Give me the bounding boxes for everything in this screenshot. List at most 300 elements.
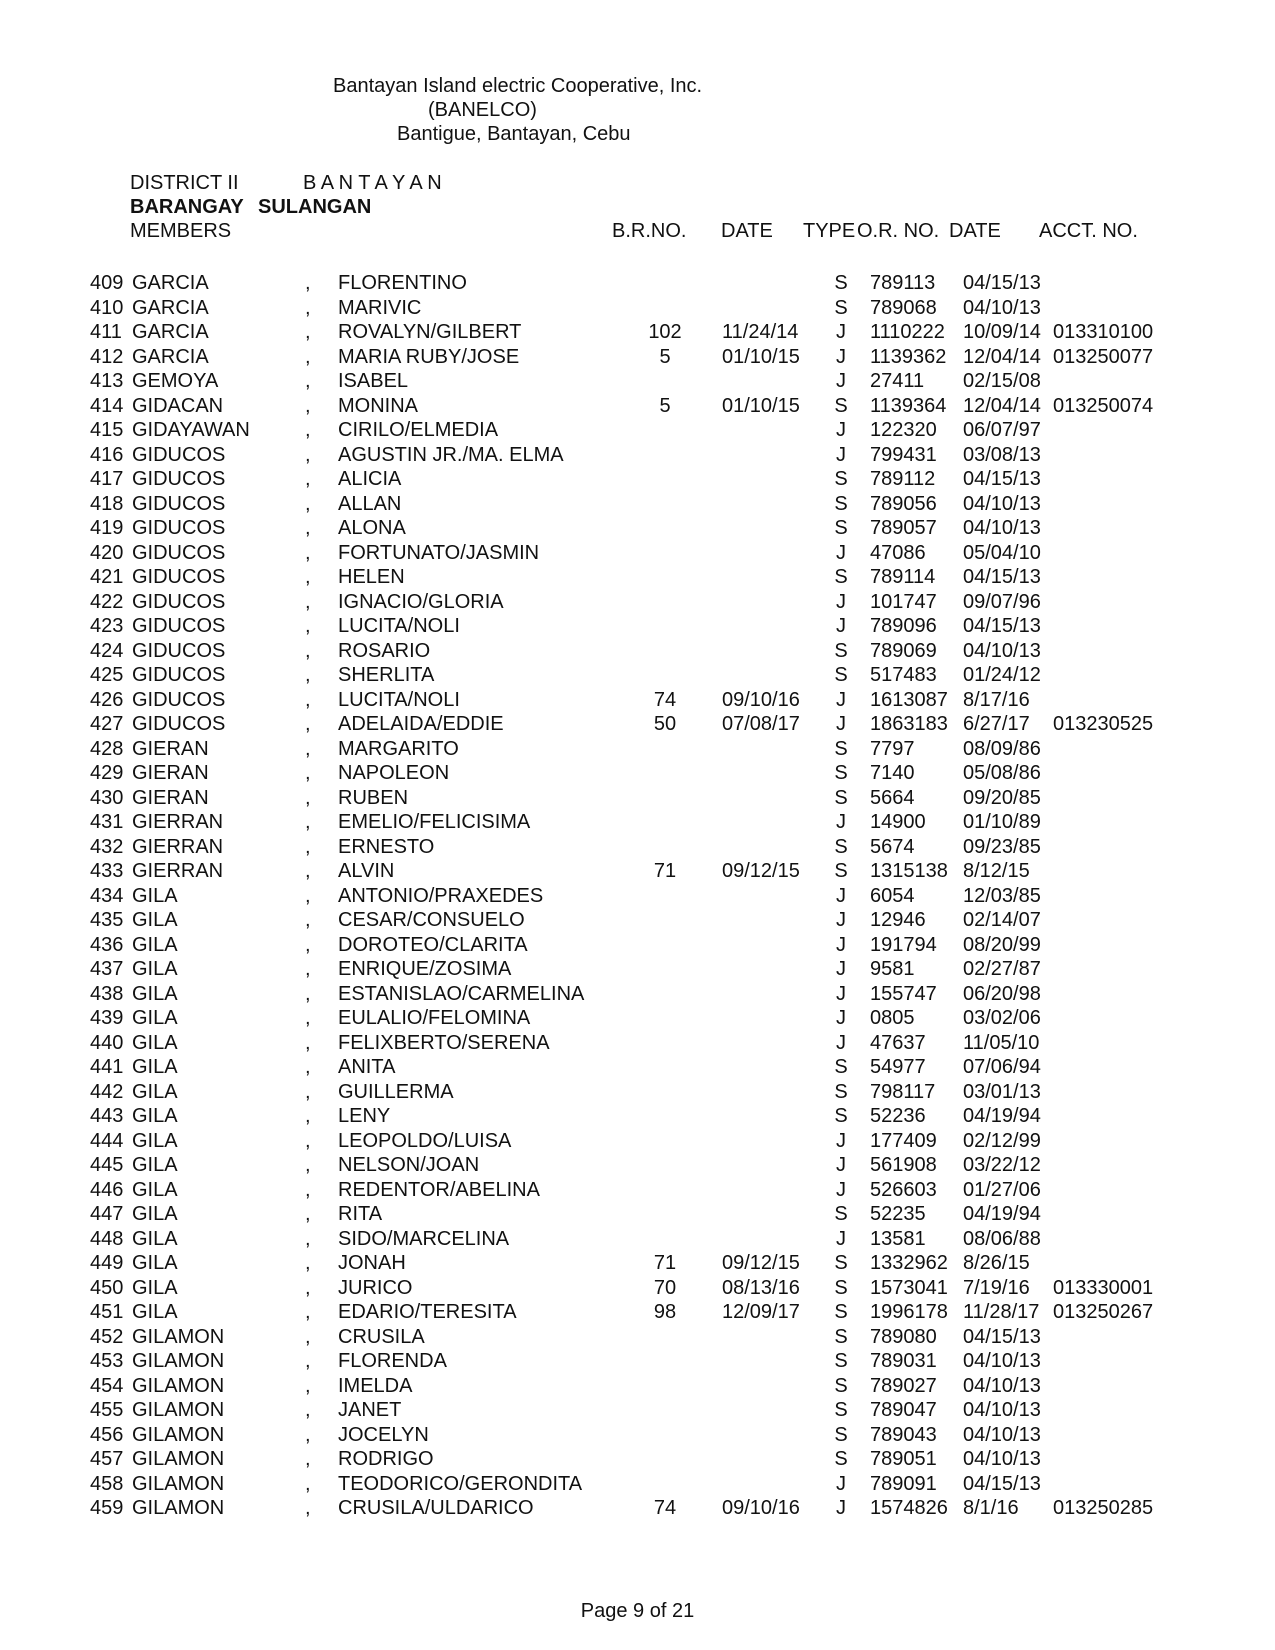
member-type: S: [834, 1203, 848, 1225]
name-separator: ,: [305, 1129, 311, 1152]
last-name: GEMOYA: [132, 370, 219, 392]
table-row: [0, 1055, 1275, 1080]
name-separator: ,: [305, 639, 311, 662]
member-type: S: [834, 1374, 848, 1397]
name-separator: ,: [305, 1056, 311, 1078]
member-type: S: [834, 664, 848, 686]
member-type: J: [836, 419, 846, 441]
row-number: 430: [90, 786, 124, 809]
first-name: JANET: [338, 1399, 402, 1421]
first-name: CESAR/CONSUELO: [338, 909, 525, 931]
or-number: 789096: [870, 615, 937, 637]
member-type: S: [834, 492, 848, 515]
table-row: [0, 296, 1275, 321]
or-date: 04/15/13: [963, 272, 1041, 294]
or-number: 13581: [870, 1227, 926, 1250]
or-number: 52235: [870, 1203, 926, 1225]
last-name: GIDUCOS: [132, 468, 226, 490]
member-type: S: [834, 394, 848, 417]
first-name: ROVALYN/GILBERT: [338, 321, 522, 343]
row-number: 431: [90, 811, 124, 833]
or-date: 04/15/13: [963, 1325, 1041, 1348]
row-number: 409: [90, 272, 124, 294]
name-separator: ,: [305, 321, 311, 343]
last-name: GIDUCOS: [132, 615, 226, 637]
first-name: GUILLERMA: [338, 1080, 454, 1103]
table-row: [0, 541, 1275, 566]
or-number: 54977: [870, 1056, 926, 1078]
or-date: 09/23/85: [963, 835, 1041, 858]
name-separator: ,: [305, 1252, 311, 1274]
member-type: J: [836, 1154, 846, 1176]
account-number: 013250285: [1053, 1497, 1154, 1519]
last-name: GILA: [132, 933, 178, 956]
name-separator: ,: [305, 541, 311, 564]
first-name: ALVIN: [338, 860, 395, 882]
name-separator: ,: [305, 811, 311, 833]
member-type: S: [834, 1252, 848, 1274]
last-name: GARCIA: [132, 321, 209, 343]
first-name: TEODORICO/GERONDITA: [338, 1472, 583, 1495]
table-row: [0, 1031, 1275, 1056]
or-number: 5664: [870, 786, 915, 809]
table-row: [0, 761, 1275, 786]
table-row: [0, 590, 1275, 615]
row-number: 457: [90, 1448, 124, 1470]
page-number: Page 9 of 21: [580, 1600, 695, 1622]
or-number: 789043: [870, 1423, 937, 1446]
row-number: 428: [90, 737, 124, 760]
br-date: 09/10/16: [722, 688, 800, 711]
table-row: [0, 320, 1275, 345]
table-row: [0, 1349, 1275, 1374]
row-number: 421: [90, 566, 124, 588]
name-separator: ,: [305, 688, 311, 711]
row-number: 413: [90, 370, 124, 392]
first-name: DOROTEO/CLARITA: [338, 933, 528, 956]
row-number: 458: [90, 1472, 124, 1495]
last-name: GILA: [132, 1227, 178, 1250]
last-name: GIDUCOS: [132, 664, 226, 686]
table-row: [0, 443, 1275, 468]
first-name: JOCELYN: [338, 1423, 429, 1446]
table-row: [0, 1202, 1275, 1227]
col-header-date2: DATE: [949, 220, 1001, 242]
member-type: S: [834, 1056, 848, 1078]
name-separator: ,: [305, 1227, 311, 1250]
first-name: CIRILO/ELMEDIA: [338, 419, 499, 441]
table-row: [0, 1325, 1275, 1350]
first-name: NELSON/JOAN: [338, 1154, 480, 1176]
name-separator: ,: [305, 394, 311, 417]
first-name: ROSARIO: [338, 639, 431, 662]
table-row: [0, 639, 1275, 664]
first-name: JONAH: [338, 1252, 406, 1274]
row-number: 449: [90, 1252, 124, 1274]
or-number: 177409: [870, 1129, 937, 1152]
name-separator: ,: [305, 1472, 311, 1495]
first-name: LEOPOLDO/LUISA: [338, 1129, 512, 1152]
table-row: [0, 565, 1275, 590]
first-name: CRUSILA: [338, 1325, 425, 1348]
row-number: 442: [90, 1080, 124, 1103]
name-separator: ,: [305, 370, 311, 392]
last-name: GILA: [132, 1276, 178, 1299]
or-number: 1573041: [870, 1276, 948, 1299]
member-type: J: [836, 1031, 846, 1054]
or-number: 789027: [870, 1374, 937, 1397]
row-number: 412: [90, 345, 124, 368]
member-type: J: [836, 1129, 846, 1152]
or-date: 12/03/85: [963, 884, 1041, 907]
last-name: GILA: [132, 884, 178, 907]
member-type: S: [834, 1350, 848, 1372]
or-date: 01/10/89: [963, 811, 1041, 833]
member-type: J: [836, 811, 846, 833]
name-separator: ,: [305, 1154, 311, 1176]
row-number: 411: [90, 321, 122, 343]
row-number: 424: [90, 639, 124, 662]
name-separator: ,: [305, 737, 311, 760]
last-name: GILA: [132, 909, 178, 931]
table-row: [0, 786, 1275, 811]
first-name: EULALIO/FELOMINA: [338, 1007, 531, 1029]
or-number: 789057: [870, 517, 937, 539]
br-number: 98: [653, 1301, 677, 1323]
member-type: J: [836, 590, 846, 613]
col-header-type: TYPE: [803, 220, 856, 242]
or-number: 798117: [870, 1080, 936, 1103]
br-number: 70: [653, 1276, 677, 1299]
name-separator: ,: [305, 1276, 311, 1299]
br-date: 09/12/15: [722, 1252, 800, 1274]
or-number: 27411: [870, 370, 925, 392]
or-number: 799431: [870, 443, 937, 466]
member-type: S: [834, 737, 848, 760]
or-date: 8/26/15: [963, 1252, 1030, 1274]
table-row: [0, 688, 1275, 713]
first-name: SHERLITA: [338, 664, 435, 686]
or-date: 05/08/86: [963, 762, 1041, 784]
or-date: 8/17/16: [963, 688, 1030, 711]
name-separator: ,: [305, 762, 311, 784]
first-name: MARGARITO: [338, 737, 459, 760]
table-row: [0, 1447, 1275, 1472]
first-name: ISABEL: [338, 370, 409, 392]
member-type: S: [834, 1423, 848, 1446]
name-separator: ,: [305, 884, 311, 907]
member-type: S: [834, 517, 848, 539]
last-name: GIDUCOS: [132, 541, 226, 564]
table-row: [0, 1423, 1275, 1448]
name-separator: ,: [305, 345, 311, 368]
account-number: 013250074: [1053, 394, 1154, 417]
table-row: [0, 1104, 1275, 1129]
or-number: 1315138: [870, 860, 948, 882]
col-header-or-no: O.R. NO.: [857, 220, 940, 242]
row-number: 435: [90, 909, 124, 931]
table-row: [0, 810, 1275, 835]
or-date: 04/10/13: [963, 296, 1041, 319]
row-number: 440: [90, 1031, 124, 1054]
last-name: GIDUCOS: [132, 713, 226, 735]
last-name: GILA: [132, 982, 178, 1005]
or-date: 01/24/12: [963, 664, 1041, 686]
or-date: 05/04/10: [963, 541, 1041, 564]
or-date: 03/08/13: [963, 443, 1041, 466]
name-separator: ,: [305, 1031, 311, 1054]
table-row: [0, 1374, 1275, 1399]
last-name: GARCIA: [132, 296, 209, 319]
or-number: 1110222: [870, 321, 945, 343]
name-separator: ,: [305, 909, 311, 931]
or-date: 04/10/13: [963, 1423, 1041, 1446]
table-row: [0, 1227, 1275, 1252]
or-number: 789056: [870, 492, 937, 515]
or-date: 11/28/17: [963, 1301, 1040, 1323]
table-row: [0, 394, 1275, 419]
name-separator: ,: [305, 860, 311, 882]
name-separator: ,: [305, 1105, 311, 1127]
row-number: 452: [90, 1325, 124, 1348]
row-number: 454: [90, 1374, 124, 1397]
last-name: GIDUCOS: [132, 688, 226, 711]
or-number: 14900: [870, 811, 926, 833]
last-name: GARCIA: [132, 345, 209, 368]
first-name: REDENTOR/ABELINA: [338, 1178, 540, 1201]
row-number: 416: [90, 443, 124, 466]
or-date: 07/06/94: [963, 1056, 1041, 1078]
table-row: [0, 1300, 1275, 1325]
or-date: 7/19/16: [963, 1276, 1030, 1299]
last-name: GILA: [132, 1105, 178, 1127]
br-number: 50: [653, 713, 677, 735]
br-date: 07/08/17: [722, 713, 800, 735]
name-separator: ,: [305, 1374, 311, 1397]
table-row: [0, 1080, 1275, 1105]
col-header-br-no: B.R.NO.: [612, 220, 687, 242]
member-type: S: [834, 468, 848, 490]
name-separator: ,: [305, 1203, 311, 1225]
or-number: 47637: [870, 1031, 926, 1054]
first-name: ENRIQUE/ZOSIMA: [338, 958, 512, 980]
table-row: [0, 859, 1275, 884]
table-row: [0, 492, 1275, 517]
member-type: S: [834, 296, 848, 319]
name-separator: ,: [305, 1007, 311, 1029]
col-header-acct-no: ACCT. NO.: [1039, 220, 1138, 242]
name-separator: ,: [305, 1325, 311, 1348]
or-number: 47086: [870, 541, 926, 564]
last-name: GILA: [132, 1252, 178, 1274]
or-number: 1996178: [870, 1301, 948, 1323]
table-row: [0, 614, 1275, 639]
or-number: 155747: [870, 982, 937, 1005]
last-name: GIERAN: [132, 737, 209, 760]
last-name: GILA: [132, 1031, 178, 1054]
first-name: ESTANISLAO/CARMELINA: [338, 982, 585, 1005]
or-number: 1139364: [870, 394, 947, 417]
member-type: S: [834, 639, 848, 662]
member-type: J: [836, 443, 846, 466]
or-number: 191794: [870, 933, 937, 956]
first-name: ADELAIDA/EDDIE: [338, 713, 504, 735]
first-name: ALLAN: [338, 492, 402, 515]
br-number: 71: [653, 1252, 677, 1274]
first-name: HELEN: [338, 566, 405, 588]
or-date: 12/04/14: [963, 345, 1041, 368]
name-separator: ,: [305, 443, 311, 466]
first-name: LENY: [338, 1105, 391, 1127]
account-number: 013310100: [1053, 321, 1154, 343]
table-row: [0, 1153, 1275, 1178]
last-name: GILA: [132, 1080, 178, 1103]
table-row: [0, 1398, 1275, 1423]
col-header-date: DATE: [721, 220, 773, 242]
org-address: Bantigue, Bantayan, Cebu: [397, 123, 631, 145]
row-number: 426: [90, 688, 124, 711]
account-number: 013330001: [1053, 1276, 1154, 1299]
name-separator: ,: [305, 1178, 311, 1201]
last-name: GILAMON: [132, 1497, 225, 1519]
name-separator: ,: [305, 664, 311, 686]
or-number: 6054: [870, 884, 915, 907]
last-name: GIERRAN: [132, 860, 224, 882]
first-name: ANITA: [338, 1056, 396, 1078]
or-date: 04/10/13: [963, 1399, 1041, 1421]
member-type: J: [836, 688, 846, 711]
or-number: 5674: [870, 835, 915, 858]
or-number: 789091: [870, 1472, 937, 1495]
br-date: 08/13/16: [722, 1276, 800, 1299]
first-name: EMELIO/FELICISIMA: [338, 811, 531, 833]
name-separator: ,: [305, 615, 311, 637]
or-date: 8/12/15: [963, 860, 1030, 882]
first-name: ALONA: [338, 517, 406, 539]
member-type: S: [834, 1276, 848, 1299]
last-name: GIERRAN: [132, 811, 224, 833]
member-type: J: [836, 370, 846, 392]
member-type: J: [836, 909, 846, 931]
table-row: [0, 1472, 1275, 1497]
first-name: FELIXBERTO/SERENA: [338, 1031, 550, 1054]
or-date: 04/10/13: [963, 1350, 1041, 1372]
row-number: 444: [90, 1129, 124, 1152]
name-separator: ,: [305, 933, 311, 956]
name-separator: ,: [305, 982, 311, 1005]
table-row: [0, 663, 1275, 688]
name-separator: ,: [305, 468, 311, 490]
row-number: 439: [90, 1007, 124, 1029]
row-number: 445: [90, 1154, 124, 1176]
row-number: 448: [90, 1227, 124, 1250]
or-date: 09/07/96: [963, 590, 1041, 613]
or-date: 10/09/14: [963, 321, 1041, 343]
or-date: 06/07/97: [963, 419, 1041, 441]
or-date: 04/10/13: [963, 1374, 1041, 1397]
first-name: LUCITA/NOLI: [338, 615, 460, 637]
or-number: 1332962: [870, 1252, 948, 1274]
row-number: 450: [90, 1276, 124, 1299]
last-name: GILA: [132, 1007, 178, 1029]
org-name: Bantayan Island electric Cooperative, Inc.: [333, 75, 703, 97]
last-name: GILAMON: [132, 1350, 225, 1372]
table-row: [0, 908, 1275, 933]
first-name: MARIA RUBY/JOSE: [338, 345, 520, 368]
last-name: GIDUCOS: [132, 443, 226, 466]
or-date: 06/20/98: [963, 982, 1041, 1005]
or-number: 789069: [870, 639, 937, 662]
table-row: [0, 516, 1275, 541]
or-number: 0805: [870, 1007, 915, 1029]
or-number: 52236: [870, 1105, 926, 1127]
first-name: SIDO/MARCELINA: [338, 1227, 510, 1250]
last-name: GIDACAN: [132, 394, 224, 417]
name-separator: ,: [305, 419, 311, 441]
or-date: 03/02/06: [963, 1007, 1041, 1029]
or-number: 789047: [870, 1399, 937, 1421]
first-name: LUCITA/NOLI: [338, 688, 460, 711]
table-row: [0, 1276, 1275, 1301]
member-type: S: [834, 1301, 848, 1323]
or-number: 789112: [870, 468, 936, 490]
or-date: 6/27/17: [963, 713, 1030, 735]
account-number: 013250077: [1053, 345, 1154, 368]
table-row: [0, 1006, 1275, 1031]
table-row: [0, 1178, 1275, 1203]
account-number: 013250267: [1053, 1301, 1154, 1323]
or-date: 02/12/99: [963, 1129, 1041, 1152]
name-separator: ,: [305, 566, 311, 588]
or-date: 04/10/13: [963, 639, 1041, 662]
or-date: 8/1/16: [963, 1497, 1019, 1519]
or-date: 04/19/94: [963, 1105, 1041, 1127]
table-row: [0, 345, 1275, 370]
barangay-label: BARANGAY: [130, 196, 244, 218]
member-type: S: [834, 860, 848, 882]
name-separator: ,: [305, 1448, 311, 1470]
name-separator: ,: [305, 786, 311, 809]
name-separator: ,: [305, 1350, 311, 1372]
first-name: RODRIGO: [338, 1448, 434, 1470]
member-type: S: [834, 1399, 848, 1421]
first-name: AGUSTIN JR./MA. ELMA: [338, 443, 564, 466]
br-date: 09/12/15: [722, 860, 800, 882]
or-date: 04/15/13: [963, 566, 1041, 588]
row-number: 451: [90, 1301, 124, 1323]
or-date: 12/04/14: [963, 394, 1041, 417]
or-number: 1863183: [870, 713, 948, 735]
last-name: GIDUCOS: [132, 492, 226, 515]
or-date: 02/15/08: [963, 370, 1041, 392]
member-type: S: [834, 566, 848, 588]
or-number: 789051: [870, 1448, 937, 1470]
first-name: FLORENDA: [338, 1350, 447, 1372]
br-number: 5: [659, 394, 671, 417]
name-separator: ,: [305, 835, 311, 858]
or-date: 02/27/87: [963, 958, 1041, 980]
row-number: 419: [90, 517, 124, 539]
br-date: 12/09/17: [722, 1301, 800, 1323]
or-number: 1139362: [870, 345, 947, 368]
member-type: S: [834, 1105, 848, 1127]
row-number: 418: [90, 492, 124, 515]
last-name: GIERAN: [132, 786, 209, 809]
or-date: 11/05/10: [963, 1031, 1040, 1054]
member-type: J: [836, 1497, 846, 1519]
br-number: 74: [653, 1497, 677, 1519]
name-separator: ,: [305, 713, 311, 735]
